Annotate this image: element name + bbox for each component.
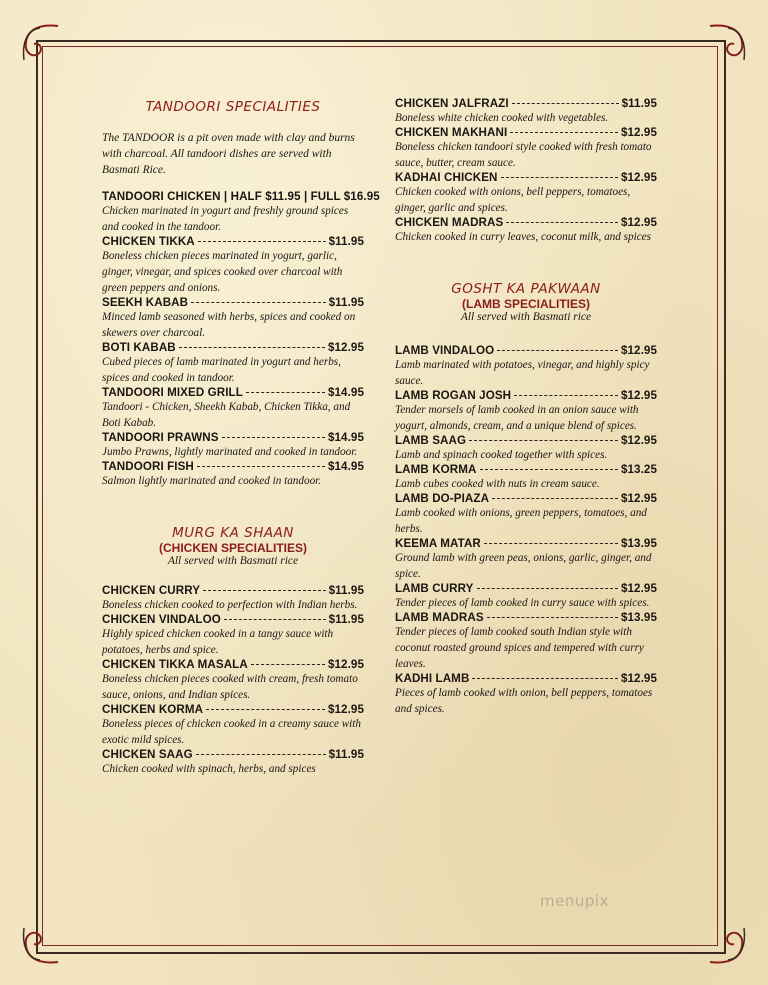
menu-item-name: LAMB MADRAS [395,611,484,624]
dotted-leader [251,664,325,665]
dotted-leader [469,440,618,441]
menu-item-header [102,584,364,597]
menu-item-description: Lamb cooked with onions, green peppers, tomatoes, and herbs. [395,507,647,535]
dotted-leader [472,678,618,679]
watermark: menupix [540,892,609,910]
menu-item-description: Lamb cubes cooked with nuts in cream sauce. [395,478,600,490]
menu-item-header [395,344,657,357]
menu-item-price: $13.25 [620,463,657,476]
menu-item-price: $11.95 [328,296,364,309]
menu-item-price: $12.95 [620,582,657,595]
menu-item [395,389,657,434]
menu-item-header [395,463,657,476]
menu-item-description: Tender pieces of lamb cooked south Indian style with coconut roasted ground spices and tempered with curry leaves. [395,626,644,670]
menu-item-name: CHICKEN CURRY [102,584,201,597]
menu-item-price: $12.95 [327,703,364,716]
menu-item-description: Tandoori - Chicken, Sheekh Kabab, Chicken Tikka, and Boti Kabab. [102,401,351,429]
menu-item-price: $11.95 [328,584,364,597]
dotted-leader [480,469,618,470]
menu-item-header [102,460,364,473]
menu-item-price: $11.95 [328,235,364,248]
menu-item-header [395,389,657,402]
menu-item-name: CHICKEN SAAG [102,748,193,761]
menu-item [102,431,364,460]
menu-item-header [395,126,657,139]
menu-item-price: $12.95 [620,389,657,402]
dotted-leader [512,103,619,104]
menu-item-price: $12.95 [620,434,657,447]
menu-item-header [102,613,364,626]
menu-item [395,434,657,463]
menu-item-name: BOTI KABAB [102,341,176,354]
menu-item-price: $13.95 [620,537,657,550]
dotted-leader [501,177,618,178]
menu-item-header [395,97,657,110]
menu-item-description: Jumbo Prawns, lightly marinated and cooked in tandoor. [102,446,358,458]
menu-item [395,672,657,717]
menu-item-header [102,748,364,761]
menu-item-name: LAMB CURRY [395,582,474,595]
menu-item-name: CHICKEN MAKHANI [395,126,508,139]
menu-item-name: CHICKEN TIKKA [102,235,195,248]
menu-item-name: LAMB VINDALOO [395,344,495,357]
menu-item-description: Boneless chicken pieces cooked with cream, fresh tomato sauce, onions, and Indian spices. [102,673,358,701]
dotted-leader [191,302,325,303]
menu-item-description: Minced lamb seasoned with herbs, spices and cooked on skewers over charcoal. [102,311,356,339]
tandoori-section-title: TANDOORI SPECIALITIES [145,99,321,115]
menu-item-price: $12.95 [620,344,657,357]
menu-item-header [395,672,657,685]
menu-item-header [102,386,364,399]
menu-item-header [102,296,364,309]
menu-item-header [102,703,364,716]
menu-item-name: LAMB DO-PIAZA [395,492,490,505]
menu-item-description: Tender pieces of lamb cooked in curry sauce with spices. [395,597,650,609]
murg-item-list [102,584,364,777]
menu-item [102,584,364,613]
menu-item-description: Salmon lightly marinated and cooked in tandoor. [102,475,322,487]
dotted-leader [246,392,325,393]
menu-item-name: CHICKEN TIKKA MASALA [102,658,248,671]
menu-item [395,344,657,389]
menu-item-description: Boneless chicken cooked to perfection with Indian herbs. [102,599,358,611]
menu-item-price: $14.95 [327,386,364,399]
menu-item-header [395,171,657,184]
dotted-leader [198,241,326,242]
menu-item-name: KADHAI CHICKEN [395,171,498,184]
menu-item [395,537,657,582]
dotted-leader [492,498,618,499]
menu-item-name: TANDOORI FISH [102,460,194,473]
menu-item [102,613,364,658]
menu-item-description: Boneless pieces of chicken cooked in a creamy sauce with exotic mild spices. [102,718,361,746]
dotted-leader [514,395,618,396]
corner-ornament-bottom-left [18,924,62,968]
chicken-more-item-list [395,97,657,245]
menu-item-name: CHICKEN MADRAS [395,216,504,229]
menu-item-description: Chicken cooked in curry leaves, coconut milk, and spices [395,231,651,243]
corner-ornament-top-left [18,20,62,64]
menu-item-price: $12.95 [620,171,657,184]
dotted-leader [206,709,325,710]
menu-item-header [395,216,657,229]
dotted-leader [497,350,618,351]
menu-item-description: Boneless white chicken cooked with vegetables. [395,112,609,124]
menu-item-description: Ground lamb with green peas, onions, garlic, ginger, and spice. [395,552,652,580]
menu-item-name: LAMB ROGAN JOSH [395,389,512,402]
menu-item-header [102,658,364,671]
menu-item-name: KEEMA MATAR [395,537,481,550]
dotted-leader [197,466,325,467]
menu-item [395,171,657,216]
menu-item [395,582,657,611]
menu-item [102,190,380,235]
gosht-section-note: All served with Basmati rice [460,311,592,323]
menu-item-name: CHICKEN KORMA [102,703,204,716]
left-column [102,92,380,777]
menu-item-description: Chicken cooked with spinach, herbs, and spices [102,763,316,775]
menu-item [102,748,364,777]
murg-section-title: MURG KA SHAAN [172,525,294,541]
menu-item-price: $14.95 [327,460,364,473]
menu-item-header [395,434,657,447]
murg-section-subtitle: (CHICKEN SPECIALITIES) [158,541,307,555]
menu-item-price: $11.95 [328,613,364,626]
gosht-item-list [395,344,657,717]
menu-item-header [102,431,364,444]
menu-item-header [395,611,657,624]
menu-item [102,460,364,489]
menu-item-name: SEEKH KABAB [102,296,189,309]
dotted-leader [506,222,618,223]
menu-item-name: LAMB SAAG [395,434,467,447]
menu-item-name: CHICKEN JALFRAZI [395,97,509,110]
menu-item-description: Lamb marinated with potatoes, vinegar, and highly spicy sauce. [395,359,650,387]
gosht-section-subtitle: (LAMB SPECIALITIES) [462,297,590,311]
menu-item [395,126,657,171]
dotted-leader [484,543,618,544]
menu-item-price: $12.95 [620,492,657,505]
menu-item-name: KADHI LAMB [395,672,470,685]
menu-item [102,658,364,703]
dotted-leader [203,590,325,591]
menu-item-price: $12.95 [327,341,364,354]
menu-item-header [395,492,657,505]
menu-item [395,611,657,672]
menu-item [102,296,364,341]
menu-item-name: LAMB KORMA [395,463,477,476]
menu-item [395,216,657,245]
murg-section-note: All served with Basmati rice [167,555,299,567]
menu-item-description: Highly spiced chicken cooked in a tangy sauce with potatoes, herbs and spice. [102,628,334,656]
menu-item-price: $13.95 [620,611,657,624]
menu-item-header [395,537,657,550]
dotted-leader [222,437,325,438]
tandoori-item-list [102,190,380,489]
menu-item-description: Boneless chicken pieces marinated in yogurt, garlic, ginger, vinegar, and spices cooked over charcoal with green peppers and onions. [102,250,343,294]
menu-item-price: $12.95 [620,216,657,229]
menu-item-price: $14.95 [327,431,364,444]
dotted-leader [196,754,326,755]
menu-item [395,97,657,126]
dotted-leader [477,588,618,589]
menu-item-price: $11.95 [328,748,364,761]
menu-item-description: Tender morsels of lamb cooked in an onion sauce with yogurt, almonds, cream, and a unique blend of spices. [395,404,639,432]
corner-ornament-top-right [706,20,750,64]
menu-item [395,492,657,537]
tandoori-intro: The TANDOOR is a pit oven made with clay and burns with charcoal. All tandoori dishes are served with Basmati Rice. [102,132,355,176]
menu-item [102,703,364,748]
menu-item [102,341,364,386]
dotted-leader [224,619,326,620]
menu-item-description: Cubed pieces of lamb marinated in yogurt and herbs, spices and cooked in tandoor. [102,356,341,384]
menu-item-name: TANDOORI MIXED GRILL [102,386,243,399]
dotted-leader [487,617,618,618]
menu-item-price: $11.95 [621,97,657,110]
menu-item-description: Chicken marinated in yogurt and freshly ground spices and cooked in the tandoor. [102,205,349,233]
corner-ornament-bottom-right [706,924,750,968]
menu-item [102,386,364,431]
menu-item-name: TANDOORI PRAWNS [102,431,219,444]
menu-item [395,463,657,492]
menu-item-price: $12.95 [620,672,657,685]
menu-item-header [102,235,364,248]
menu-item-description: Boneless chicken tandoori style cooked with fresh tomato sauce, butter, cream sauce. [395,141,652,169]
gosht-section-title: GOSHT KA PAKWAAN [451,281,601,297]
menu-item-description: Chicken cooked with onions, bell peppers, tomatoes, ginger, garlic and spices. [395,186,631,214]
menu-item-name: CHICKEN VINDALOO [102,613,221,626]
menu-item-price: $12.95 [620,126,657,139]
menu-item-name: TANDOORI CHICKEN | HALF $11.95 | FULL $16.95 [102,190,380,203]
menu-item-header [102,341,364,354]
menu-item-header [102,190,380,203]
menu-item-description: Pieces of lamb cooked with onion, bell peppers, tomatoes and spices. [395,687,653,715]
menu-item-description: Lamb and spinach cooked together with spices. [395,449,608,461]
dotted-leader [179,347,325,348]
menu-item-price: $12.95 [327,658,364,671]
menu-item [102,235,364,296]
right-column [395,97,657,717]
dotted-leader [510,132,618,133]
menu-item-header [395,582,657,595]
